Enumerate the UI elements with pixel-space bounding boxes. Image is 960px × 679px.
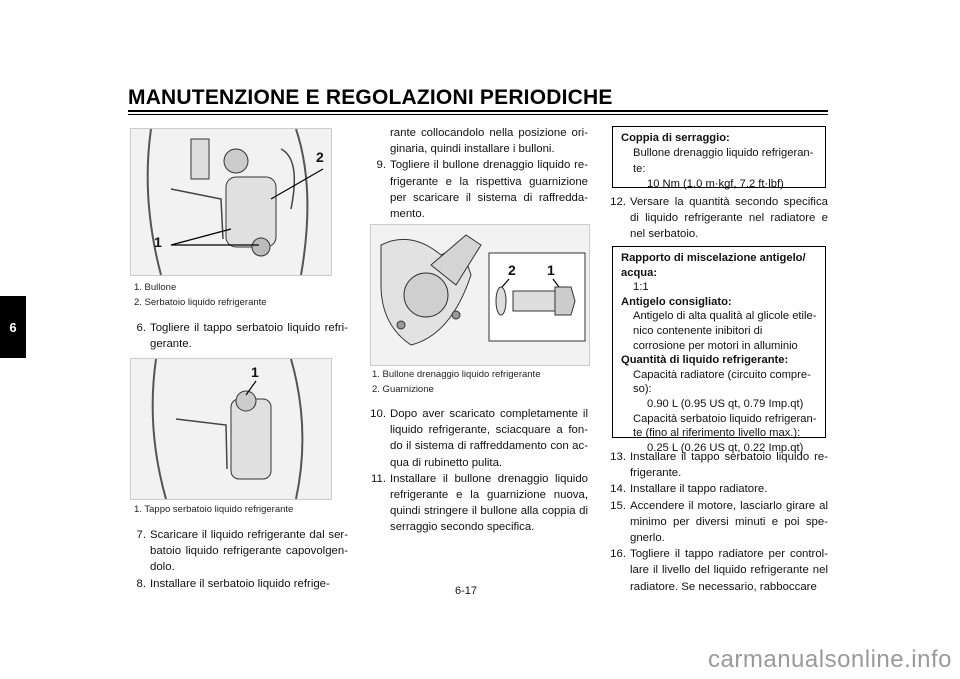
figure-caption: 2. Serbatoio liquido refrigerante	[134, 297, 267, 308]
figure-callout: 2	[508, 262, 516, 278]
torque-item: Bullone drenaggio liquido refrigeran-te:	[633, 147, 814, 175]
figure-callout: 1	[251, 364, 259, 380]
step-text: Togliere il bullone drenaggio liquido re-frigerante e la rispettiva guarnizione per scaricare il sistema di raffredda-mento.	[390, 159, 588, 221]
step-12	[606, 194, 828, 243]
col1-steps-bottom	[126, 527, 348, 592]
spec-heading: Antigelo consigliato:	[621, 295, 732, 308]
step-text: Togliere il tappo radiatore per control-lare il livello del liquido refrigerante nel radiatore. Se necessario, rabboccare	[630, 548, 828, 593]
step-8	[126, 576, 348, 592]
spec-heading: Rapporto di miscelazione antigelo/ acqua:	[621, 252, 806, 279]
figure-coolant-reservoir	[130, 128, 332, 276]
page-number: 6-17	[455, 585, 478, 597]
spec-value: 0.25 L (0.26 US qt, 0.22 Imp.qt)	[647, 441, 804, 454]
step-text: Installare il bullone drenaggio liquido refrigerante e la guarnizione nuova, quindi stringere il bullone alla coppia di serraggio secondo specifica.	[390, 472, 588, 534]
step-number: 11.	[371, 472, 386, 485]
title-rule	[128, 110, 828, 112]
step-number: 12.	[610, 196, 626, 208]
spec-value: Antigelo di alta qualità al glicole etile-nico contenente inibitori di corrosione per motori in alluminio	[633, 310, 817, 352]
step-number: 13.	[610, 451, 626, 463]
figure-caption: 1. Bullone	[134, 282, 177, 293]
step-9	[366, 157, 588, 222]
col3-bottom	[606, 449, 828, 595]
step-number: 14.	[610, 483, 626, 496]
step-text: Dopo aver scaricato completamente il liquido refrigerante, sciacquare a fon-do il sistema di raffreddamento con ac-qua di rubinetto pulita.	[390, 408, 588, 469]
spec-value: Capacità radiatore (circuito compre-so):	[633, 368, 811, 396]
step-number: 9.	[376, 159, 386, 172]
step-number: 15.	[610, 499, 626, 512]
watermark: carmanualsonline.info	[708, 646, 952, 673]
col2-top	[366, 125, 588, 222]
figure-caption: 2. Guarnizione	[372, 384, 434, 395]
step-6	[126, 320, 348, 352]
step-text: Scaricare il liquido refrigerante dal ser-batoio liquido refrigerante capovolgen-dolo.	[150, 529, 348, 574]
page-title: MANUTENZIONE E REGOLAZIONI PERIODICHE	[128, 86, 613, 109]
figure-callout: 2	[316, 149, 324, 165]
step-16	[606, 546, 828, 595]
figure-callout: 1	[547, 262, 555, 278]
figure-caption: 1. Bullone drenaggio liquido refrigerante	[372, 369, 541, 380]
step-15	[606, 498, 828, 547]
step-text: Togliere il tappo serbatoio liquido refri-gerante.	[150, 322, 348, 351]
drain-bolt-illustration	[371, 225, 589, 365]
torque-value: 10 Nm (1.0 m·kgf, 7.2 ft·lbf)	[647, 178, 784, 191]
step-number: 7.	[136, 529, 146, 541]
step-text: Installare il serbatoio liquido refrige-	[150, 577, 330, 590]
step-number: 6.	[136, 322, 146, 334]
coolant-spec-box	[612, 246, 826, 454]
step-7	[126, 527, 348, 576]
step-text: Accendere il motore, lasciarlo girare al minimo per diversi minuti e poi spe-gnerlo.	[630, 499, 828, 545]
step-text: Versare la quantità secondo specifica di liquido refrigerante nel radiatore e nel serbatoio.	[630, 196, 828, 241]
step-10	[366, 406, 588, 471]
step-text: Installare il tappo serbatoio liquido re-frigerante.	[630, 451, 828, 480]
torque-heading: Coppia di serraggio:	[621, 132, 730, 144]
step-number: 16.	[610, 548, 626, 561]
step-text: Installare il tappo radiatore.	[630, 483, 768, 496]
figure-callout: 1	[154, 234, 162, 250]
reservoir-cap-illustration	[131, 359, 331, 499]
figure-caption: 1. Tappo serbatoio liquido refrigerante	[134, 504, 294, 515]
step-number: 8.	[136, 577, 146, 590]
spec-heading: Quantità di liquido refrigerante:	[621, 354, 789, 367]
figure-drain-bolt	[370, 224, 590, 366]
coolant-reservoir-illustration	[131, 129, 331, 275]
torque-spec-box	[612, 126, 826, 191]
chapter-tab: 6	[0, 296, 26, 358]
spec-value: Capacità serbatoio liquido refrigeran-te (fino al riferimento livello max.):	[633, 412, 817, 440]
col3-top	[606, 194, 828, 243]
step-14	[606, 481, 828, 497]
step-11	[366, 471, 588, 536]
col2-bottom	[366, 406, 588, 536]
step-continuation: rante collocandolo nella posizione ori-ginaria, quindi installare i bulloni.	[390, 127, 588, 156]
step-13	[606, 449, 828, 481]
spec-value: 0.90 L (0.95 US qt, 0.79 Imp.qt)	[647, 397, 804, 410]
spec-value: 1:1	[633, 281, 649, 294]
step-number: 10.	[370, 408, 386, 420]
title-rule-thin	[128, 114, 828, 115]
figure-reservoir-cap	[130, 358, 332, 500]
